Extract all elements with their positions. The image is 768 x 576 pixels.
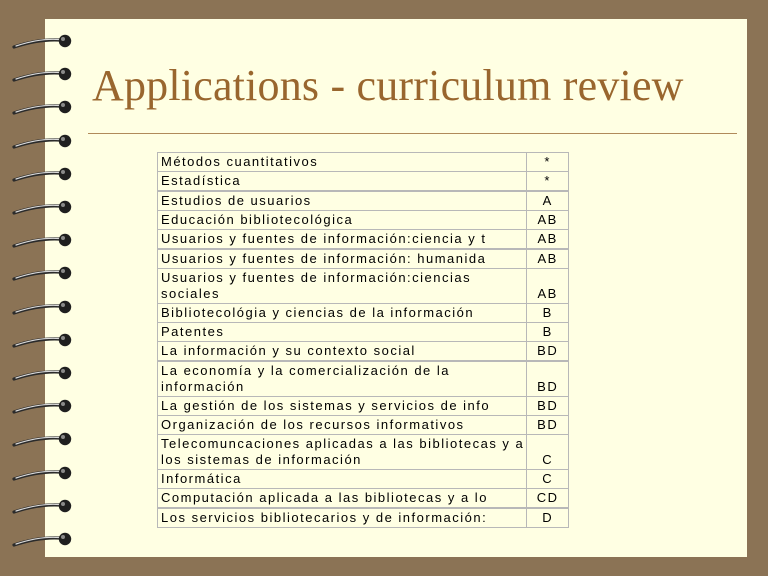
subject-cell: Los servicios bibliotecarios y de información: [158, 508, 527, 528]
table-row [158, 323, 569, 342]
subject-cell: La información y su contexto social [158, 342, 527, 362]
code-cell: B [527, 304, 569, 323]
code-cell: C [527, 470, 569, 489]
table-row [158, 416, 569, 435]
spiral-ring-icon [12, 167, 74, 183]
code-cell: BD [527, 342, 569, 362]
subject-cell: Informática [158, 470, 527, 489]
spiral-ring-icon [12, 432, 74, 448]
table-row [158, 230, 569, 250]
table-row [158, 397, 569, 416]
spiral-ring-icon [12, 233, 74, 249]
table-row [158, 508, 569, 528]
table-row [158, 361, 569, 397]
code-cell: AB [527, 230, 569, 250]
spiral-ring-icon [12, 399, 74, 415]
code-cell: * [527, 172, 569, 192]
spiral-ring-icon [12, 266, 74, 282]
subject-cell: Usuarios y fuentes de información:ciencia y t [158, 230, 527, 250]
table-row [158, 435, 569, 470]
code-cell: CD [527, 489, 569, 509]
subject-cell: Estudios de usuarios [158, 191, 527, 211]
subject-cell: La economía y la comercialización de la información [158, 361, 527, 397]
subject-cell: Estadística [158, 172, 527, 192]
spiral-ring-icon [12, 333, 74, 349]
spiral-ring-icon [12, 67, 74, 83]
code-cell: BD [527, 397, 569, 416]
subject-cell: Patentes [158, 323, 527, 342]
title-divider [88, 133, 737, 134]
code-cell: C [527, 435, 569, 470]
spiral-ring-icon [12, 366, 74, 382]
subject-cell: La gestión de los sistemas y servicios de info [158, 397, 527, 416]
spiral-ring-icon [12, 200, 74, 216]
subject-cell: Telecomuncaciones aplicadas a las bibliotecas y a los sistemas de información [158, 435, 527, 470]
table-row [158, 211, 569, 230]
table-row [158, 191, 569, 211]
spiral-ring-icon [12, 300, 74, 316]
curriculum-table [157, 152, 569, 528]
code-cell: AB [527, 211, 569, 230]
code-cell: AB [527, 269, 569, 304]
code-cell: AB [527, 249, 569, 269]
spiral-ring-icon [12, 100, 74, 116]
code-cell: BD [527, 361, 569, 397]
table-row [158, 172, 569, 192]
subject-cell: Computación aplicada a las bibliotecas y a lo [158, 489, 527, 509]
table-row [158, 489, 569, 509]
table-row [158, 304, 569, 323]
code-cell: D [527, 508, 569, 528]
spiral-ring-icon [12, 466, 74, 482]
spiral-ring-icon [12, 34, 74, 50]
table-row [158, 470, 569, 489]
code-cell: A [527, 191, 569, 211]
subject-cell: Bibliotecológia y ciencias de la información [158, 304, 527, 323]
table-row [158, 249, 569, 269]
subject-cell: Organización de los recursos informativos [158, 416, 527, 435]
slide-title: Applications - curriculum review [92, 61, 684, 110]
subject-cell: Educación bibliotecológica [158, 211, 527, 230]
spiral-ring-icon [12, 134, 74, 150]
table-row [158, 153, 569, 172]
code-cell: B [527, 323, 569, 342]
code-cell: BD [527, 416, 569, 435]
subject-cell: Métodos cuantitativos [158, 153, 527, 172]
subject-cell: Usuarios y fuentes de información: humanida [158, 249, 527, 269]
spiral-ring-icon [12, 532, 74, 548]
code-cell: * [527, 153, 569, 172]
spiral-ring-icon [12, 499, 74, 515]
subject-cell: Usuarios y fuentes de información:ciencias sociales [158, 269, 527, 304]
table-row [158, 269, 569, 304]
table-row [158, 342, 569, 362]
